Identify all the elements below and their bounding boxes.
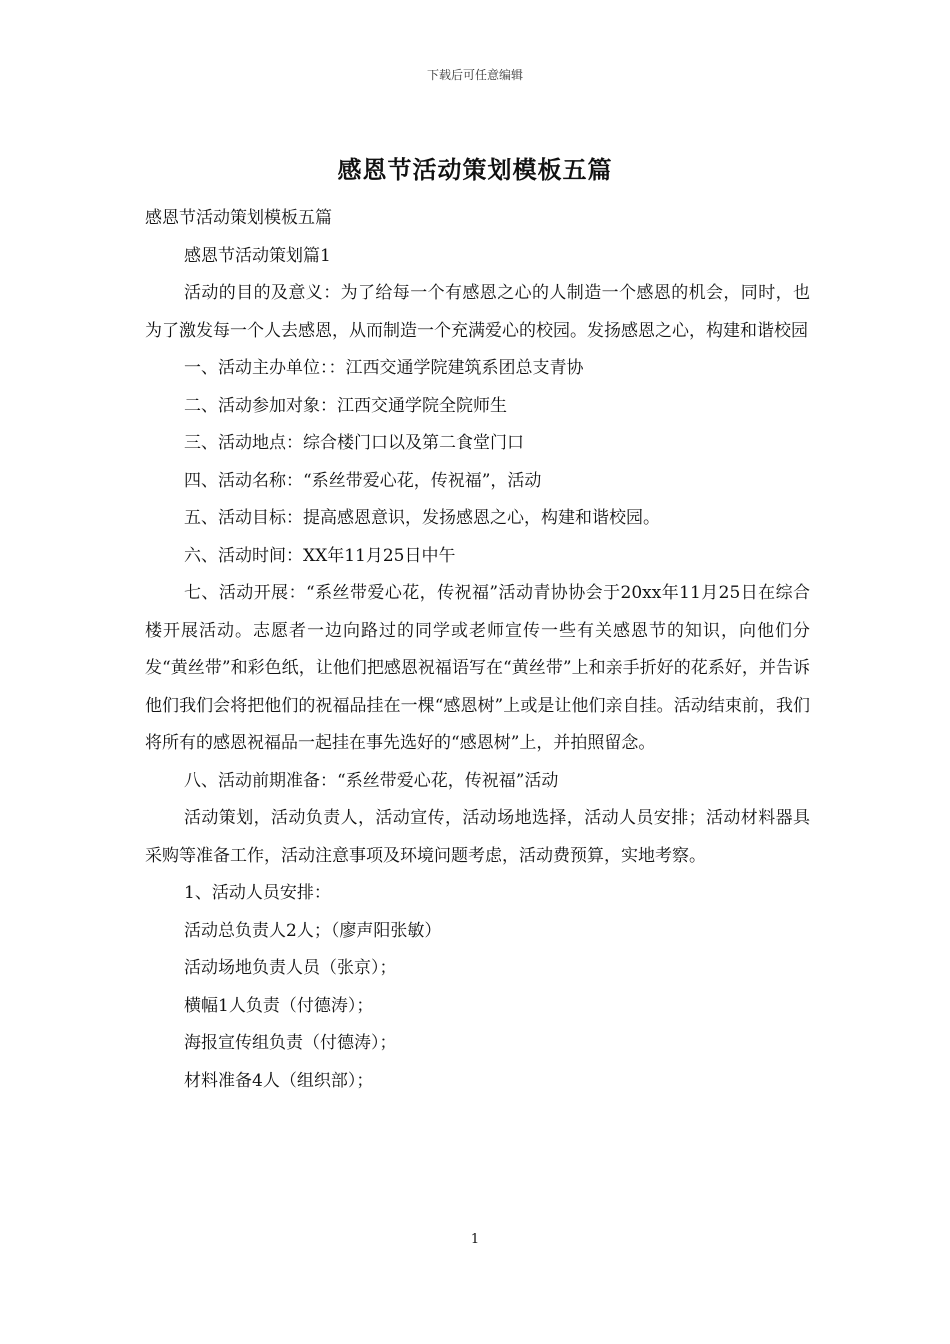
body-paragraph: 二、活动参加对象：江西交通学院全院师生 — [184, 395, 507, 416]
body-paragraph: 六、活动时间：XX年11月25日中午 — [184, 545, 456, 566]
body-paragraph: 活动策划，活动负责人，活动宣传，活动场地选择，活动人员安排；活动材料器具采购等准备工作，活动注意事项及环境问题考虑，活动费预算，实地考察。 — [145, 808, 810, 866]
body-paragraph: 五、活动目标：提高感恩意识，发扬感恩之心，构建和谐校园。 — [184, 508, 660, 528]
list-item: 海报宣传组负责（付德涛）； — [184, 1033, 397, 1053]
body-paragraph: 一、活动主办单位：：江西交通学院建筑系团总支青协 — [184, 358, 584, 378]
body-paragraph: 活动的目的及意义：为了给每一个有感恩之心的人制造一个感恩的机会，同时，也为了激发每一个人去感恩，从而制造一个充满爱心的校园。发扬感恩之心，构建和谐校园 — [145, 283, 810, 341]
list-item: 横幅1人负责（付德涛）； — [184, 995, 374, 1016]
body-paragraph: 七、活动开展：“系丝带爱心花，传祝福”活动青协协会于20xx年11月25日在综合楼开展活动。志愿者一边向路过的同学或老师宣传一些有关感恩节的知识，向他们分发“黄丝带”和彩色纸，让他们把感恩祝福语写在“黄丝带”上和亲手折好的花系好，并告诉他们我们会将把他们的祝福品挂在一棵“感恩树”上或是让他们亲自挂。活动结束前，我们将所有的感恩祝福品一起挂在事先选好的“感恩树”上，并拍照留念。 — [145, 583, 810, 753]
list-item: 活动场地负责人员（张京）； — [184, 958, 397, 978]
list-item: 材料准备4人（组织部）； — [184, 1070, 374, 1091]
header-note: 下载后可任意编辑 — [426, 68, 523, 82]
body-paragraph: 1、活动人员安排： — [184, 883, 331, 903]
body-paragraph: 八、活动前期准备：“系丝带爱心花，传祝福”活动 — [184, 770, 559, 791]
list-item: 活动总负责人2人；（廖声阳张敏） — [184, 920, 442, 941]
body-paragraph: 三、活动地点：综合楼门口以及第二食堂门口 — [184, 433, 524, 453]
page-number: 1 — [470, 1232, 480, 1247]
body-subtitle: 感恩节活动策划模板五篇 — [145, 208, 332, 228]
body-paragraph: 四、活动名称：“系丝带爱心花，传祝福”，活动 — [184, 470, 542, 491]
document-body — [145, 200, 810, 1100]
section-heading: 感恩节活动策划篇1 — [184, 245, 331, 266]
document-title: 感恩节活动策划模板五篇 — [337, 155, 613, 184]
